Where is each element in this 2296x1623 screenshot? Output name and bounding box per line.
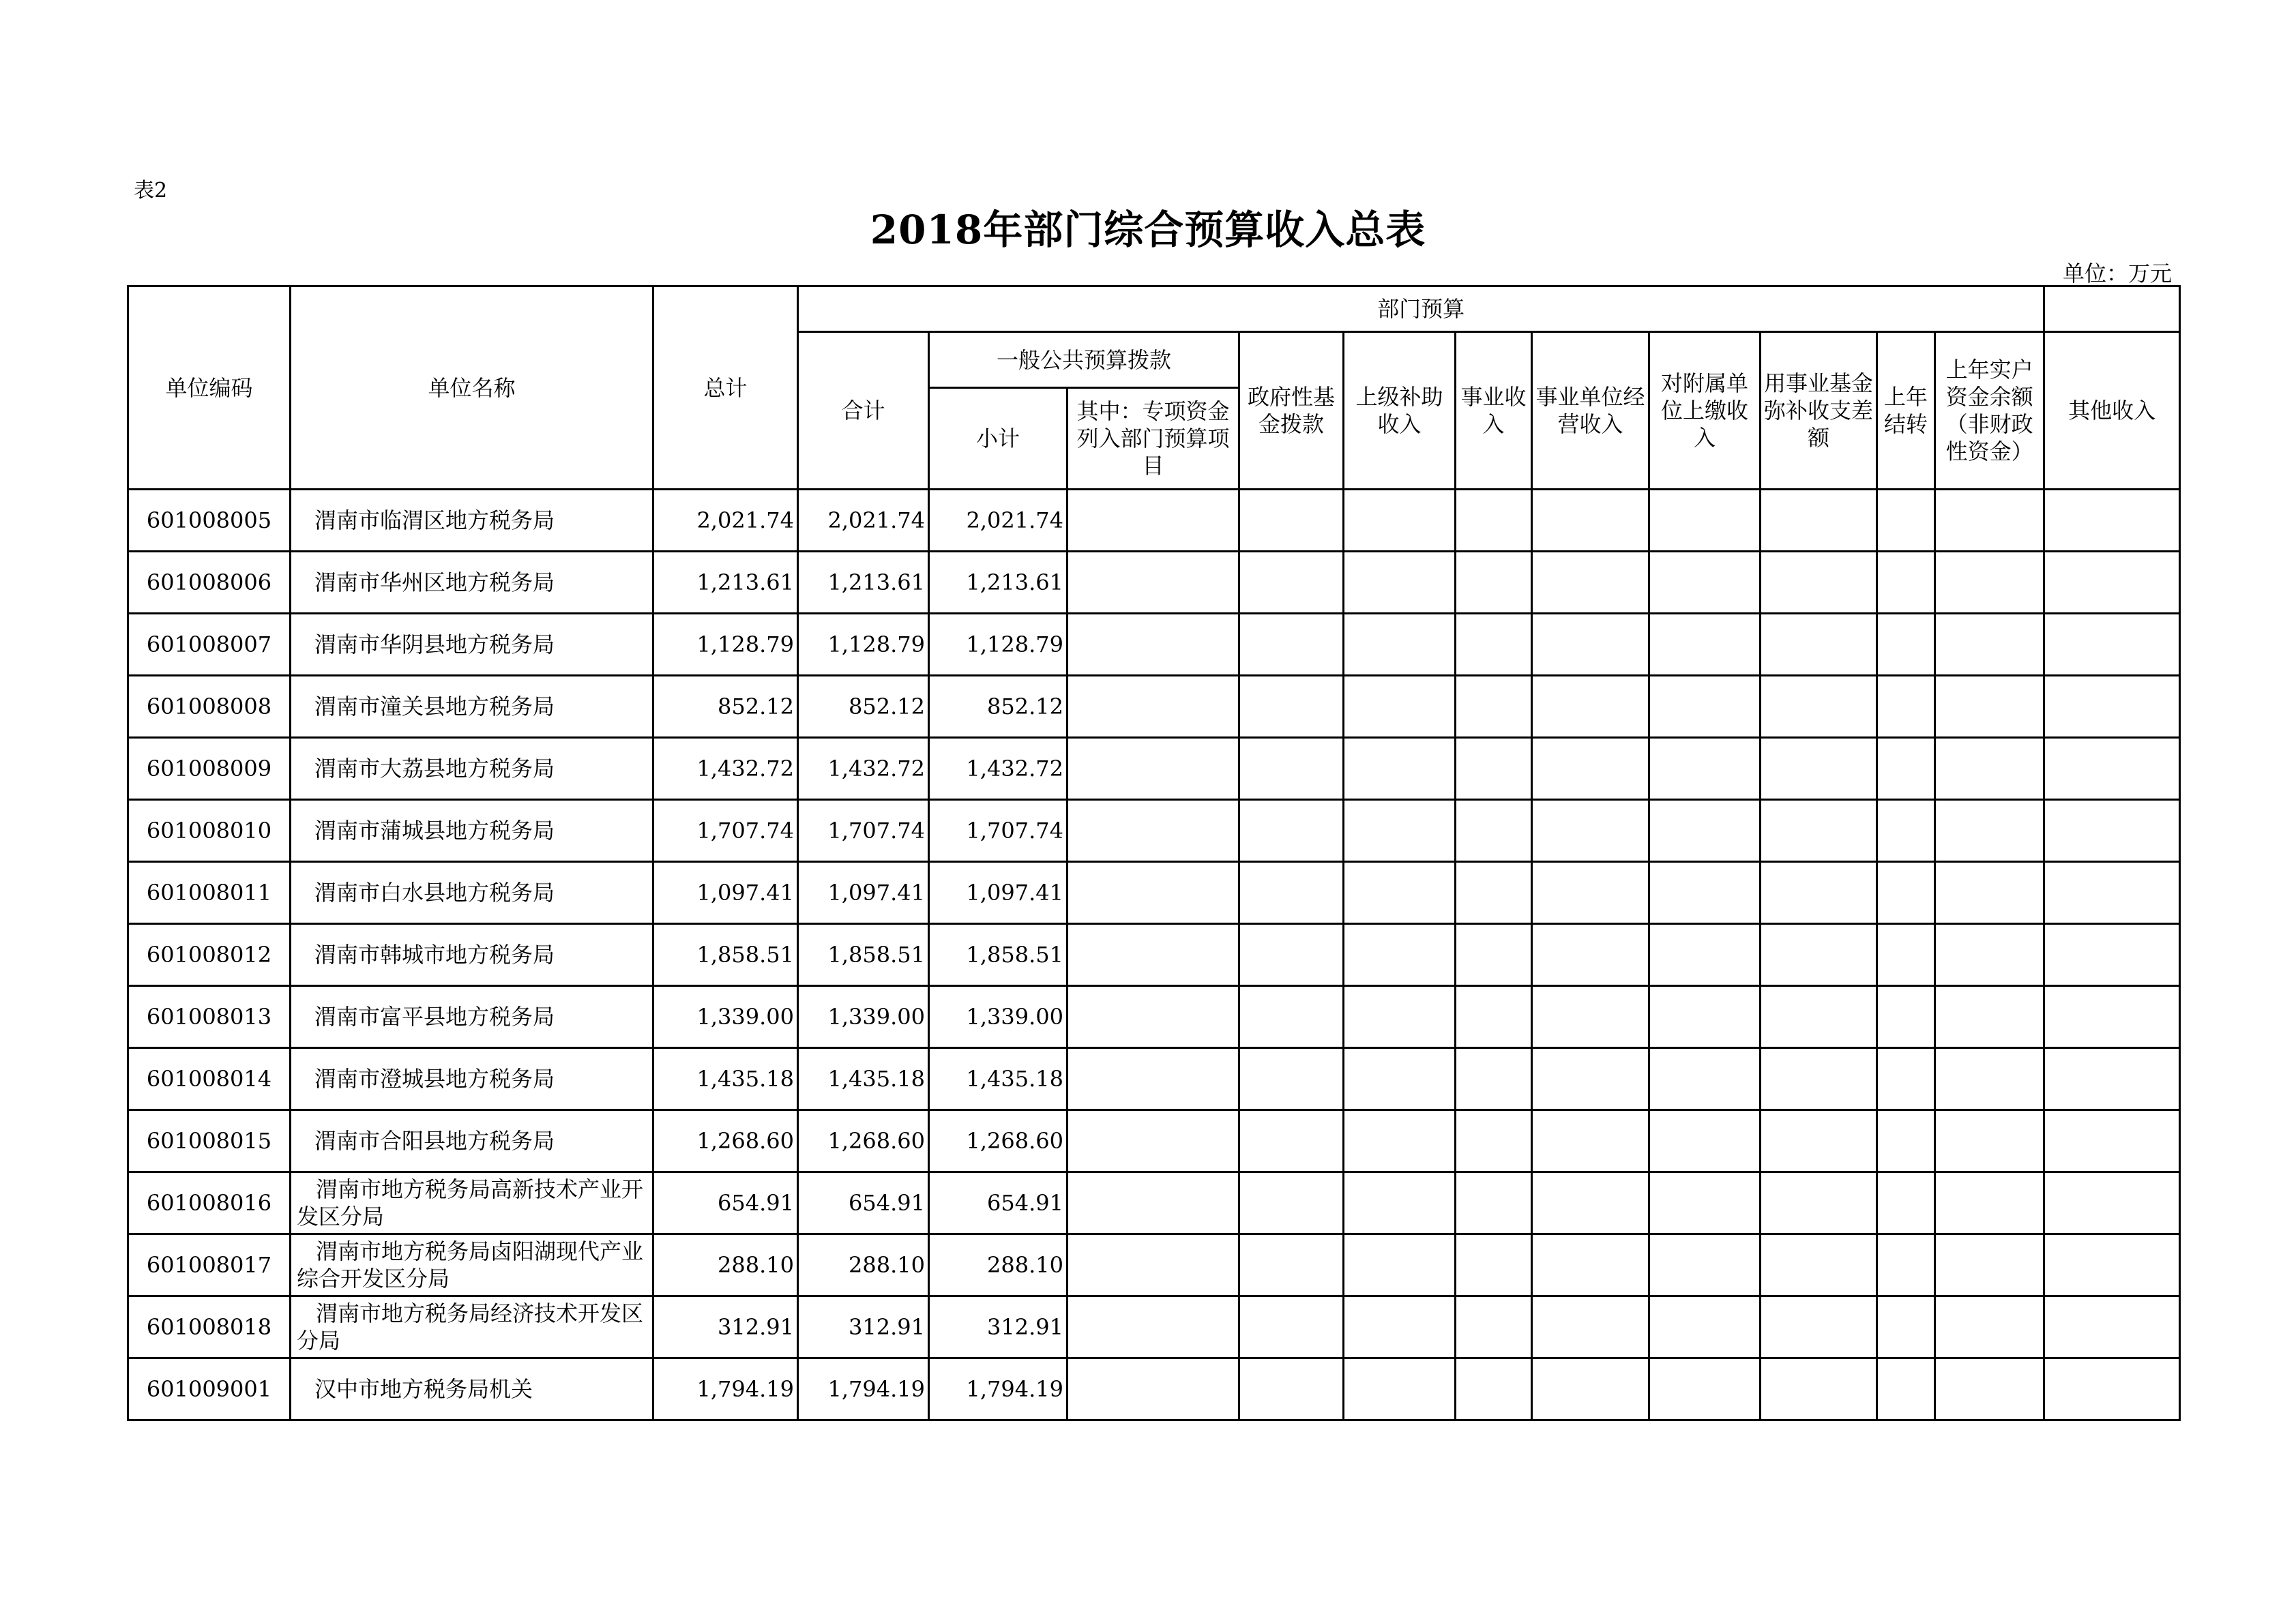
- page-title: 2018年部门综合预算收入总表: [870, 207, 1426, 253]
- cell-empty: [1068, 1358, 1239, 1420]
- header-fund-supplement: 用事业基金弥补收支差额: [1761, 332, 1877, 490]
- cell-empty: [1649, 676, 1761, 738]
- cell-empty: [2044, 1110, 2180, 1172]
- cell-empty: [1532, 676, 1649, 738]
- cell-empty: [1935, 614, 2044, 676]
- cell-sum: 1,858.51: [798, 924, 929, 986]
- cell-name: 渭南市华州区地方税务局: [291, 552, 653, 614]
- header-carryover: 上年结转: [1877, 332, 1935, 490]
- cell-empty: [1935, 1234, 2044, 1296]
- cell-empty: [1935, 862, 2044, 924]
- cell-sum: 288.10: [798, 1234, 929, 1296]
- cell-name: 渭南市富平县地方税务局: [291, 986, 653, 1048]
- cell-total: 1,268.60: [653, 1110, 798, 1172]
- cell-sum: 1,213.61: [798, 552, 929, 614]
- cell-empty: [1649, 1172, 1761, 1234]
- cell-empty: [1935, 490, 2044, 552]
- cell-empty: [1532, 1110, 1649, 1172]
- table-row: [128, 800, 2180, 862]
- cell-empty: [1649, 552, 1761, 614]
- cell-name: 渭南市白水县地方税务局: [291, 862, 653, 924]
- cell-empty: [2044, 614, 2180, 676]
- cell-empty: [1935, 924, 2044, 986]
- cell-name: 渭南市地方税务局高新技术产业开发区分局: [291, 1172, 653, 1234]
- cell-total: 2,021.74: [653, 490, 798, 552]
- cell-empty: [2044, 490, 2180, 552]
- cell-code: 601008006: [128, 552, 291, 614]
- table-row: [128, 862, 2180, 924]
- cell-empty: [1877, 738, 1935, 800]
- header-business-ops: 事业单位经营收入: [1532, 332, 1649, 490]
- cell-empty: [1649, 1296, 1761, 1358]
- header-gp-subtotal: 小计: [929, 388, 1068, 490]
- cell-empty: [1877, 676, 1935, 738]
- cell-empty: [1344, 1296, 1456, 1358]
- cell-empty: [1456, 1234, 1532, 1296]
- cell-empty: [1649, 490, 1761, 552]
- table-row: [128, 614, 2180, 676]
- cell-empty: [1877, 552, 1935, 614]
- cell-empty: [1761, 924, 1877, 986]
- cell-empty: [1877, 1048, 1935, 1110]
- cell-empty: [1456, 738, 1532, 800]
- header-affiliated: 对附属单位上缴收入: [1649, 332, 1761, 490]
- cell-total: 1,339.00: [653, 986, 798, 1048]
- cell-empty: [1239, 614, 1344, 676]
- cell-code: 601008016: [128, 1172, 291, 1234]
- cell-empty: [1935, 1048, 2044, 1110]
- cell-name: 渭南市合阳县地方税务局: [291, 1110, 653, 1172]
- header-row-1: [128, 286, 2180, 332]
- cell-empty: [1877, 986, 1935, 1048]
- cell-total: 312.91: [653, 1296, 798, 1358]
- cell-empty: [1068, 738, 1239, 800]
- cell-empty: [1532, 738, 1649, 800]
- cell-empty: [1761, 614, 1877, 676]
- cell-empty: [1239, 1048, 1344, 1110]
- cell-empty: [1068, 1234, 1239, 1296]
- cell-empty: [1532, 862, 1649, 924]
- cell-empty: [1456, 862, 1532, 924]
- cell-total: 1,213.61: [653, 552, 798, 614]
- cell-empty: [1239, 676, 1344, 738]
- cell-code: 601008013: [128, 986, 291, 1048]
- cell-empty: [1344, 1234, 1456, 1296]
- cell-empty: [1239, 862, 1344, 924]
- cell-empty: [1344, 862, 1456, 924]
- cell-empty: [1877, 1172, 1935, 1234]
- header-gov-fund: 政府性基金拨款: [1239, 332, 1344, 490]
- cell-empty: [1344, 924, 1456, 986]
- cell-gp-subtotal: 1,339.00: [929, 986, 1068, 1048]
- cell-empty: [1877, 490, 1935, 552]
- cell-empty: [1761, 862, 1877, 924]
- cell-empty: [1239, 738, 1344, 800]
- header-code: 单位编码: [128, 286, 291, 490]
- cell-total: 1,097.41: [653, 862, 798, 924]
- cell-name: 渭南市韩城市地方税务局: [291, 924, 653, 986]
- cell-empty: [1532, 490, 1649, 552]
- cell-empty: [2044, 1358, 2180, 1420]
- cell-empty: [1456, 490, 1532, 552]
- cell-empty: [1239, 1172, 1344, 1234]
- cell-empty: [1649, 924, 1761, 986]
- header-general-public: 一般公共预算拨款: [929, 332, 1239, 388]
- cell-code: 601008012: [128, 924, 291, 986]
- cell-empty: [1935, 1110, 2044, 1172]
- cell-empty: [1456, 924, 1532, 986]
- cell-empty: [1456, 1172, 1532, 1234]
- header-name: 单位名称: [291, 286, 653, 490]
- cell-empty: [1344, 1172, 1456, 1234]
- cell-empty: [1877, 1234, 1935, 1296]
- cell-empty: [1649, 1048, 1761, 1110]
- cell-total: 852.12: [653, 676, 798, 738]
- cell-empty: [1761, 676, 1877, 738]
- cell-empty: [1239, 1358, 1344, 1420]
- header-business-income: 事业收入: [1456, 332, 1532, 490]
- cell-gp-subtotal: 1,432.72: [929, 738, 1068, 800]
- cell-empty: [1532, 552, 1649, 614]
- cell-empty: [1649, 1234, 1761, 1296]
- cell-empty: [1761, 1048, 1877, 1110]
- table-row: [128, 1234, 2180, 1296]
- cell-empty: [1761, 738, 1877, 800]
- cell-empty: [1935, 738, 2044, 800]
- cell-empty: [1935, 676, 2044, 738]
- cell-total: 288.10: [653, 1234, 798, 1296]
- cell-empty: [1761, 800, 1877, 862]
- cell-name: 渭南市潼关县地方税务局: [291, 676, 653, 738]
- cell-empty: [1344, 738, 1456, 800]
- unit-label: 单位：万元: [2062, 260, 2172, 286]
- cell-empty: [1935, 1296, 2044, 1358]
- cell-empty: [1532, 1172, 1649, 1234]
- header-gp-special: 其中：专项资金列入部门预算项目: [1068, 388, 1239, 490]
- cell-name: 汉中市地方税务局机关: [291, 1358, 653, 1420]
- cell-empty: [1068, 1048, 1239, 1110]
- cell-empty: [1068, 552, 1239, 614]
- cell-code: 601008011: [128, 862, 291, 924]
- cell-empty: [1761, 552, 1877, 614]
- cell-empty: [1649, 1358, 1761, 1420]
- cell-gp-subtotal: 1,097.41: [929, 862, 1068, 924]
- cell-sum: 1,794.19: [798, 1358, 929, 1420]
- cell-sum: 852.12: [798, 676, 929, 738]
- cell-empty: [1761, 1172, 1877, 1234]
- cell-empty: [1344, 1358, 1456, 1420]
- cell-empty: [1877, 1296, 1935, 1358]
- table-row: [128, 1048, 2180, 1110]
- cell-name: 渭南市地方税务局卤阳湖现代产业综合开发区分局: [291, 1234, 653, 1296]
- cell-name: 渭南市大荔县地方税务局: [291, 738, 653, 800]
- cell-empty: [1344, 552, 1456, 614]
- cell-name: 渭南市华阴县地方税务局: [291, 614, 653, 676]
- cell-empty: [1935, 552, 2044, 614]
- cell-empty: [1239, 1296, 1344, 1358]
- cell-empty: [2044, 924, 2180, 986]
- cell-gp-subtotal: 1,707.74: [929, 800, 1068, 862]
- cell-sum: 1,435.18: [798, 1048, 929, 1110]
- cell-empty: [1068, 614, 1239, 676]
- header-upper-subsidy: 上级补助收入: [1344, 332, 1456, 490]
- cell-sum: 312.91: [798, 1296, 929, 1358]
- cell-empty: [2044, 738, 2180, 800]
- cell-empty: [1344, 614, 1456, 676]
- cell-empty: [1532, 800, 1649, 862]
- cell-gp-subtotal: 852.12: [929, 676, 1068, 738]
- table-row: [128, 738, 2180, 800]
- cell-empty: [1532, 986, 1649, 1048]
- header-dept-budget: 部门预算: [798, 286, 2044, 332]
- cell-empty: [1344, 1110, 1456, 1172]
- cell-total: 1,794.19: [653, 1358, 798, 1420]
- cell-empty: [1239, 924, 1344, 986]
- table-row: [128, 552, 2180, 614]
- cell-empty: [1761, 1234, 1877, 1296]
- cell-sum: 1,707.74: [798, 800, 929, 862]
- cell-empty: [1456, 1358, 1532, 1420]
- cell-empty: [1935, 800, 2044, 862]
- cell-empty: [2044, 1172, 2180, 1234]
- cell-empty: [1456, 676, 1532, 738]
- cell-empty: [1068, 862, 1239, 924]
- cell-code: 601008018: [128, 1296, 291, 1358]
- cell-name: 渭南市临渭区地方税务局: [291, 490, 653, 552]
- cell-empty: [1239, 552, 1344, 614]
- table-row: [128, 1172, 2180, 1234]
- cell-empty: [1935, 986, 2044, 1048]
- table-label: 表2: [134, 179, 168, 203]
- header-subtotal-all: 合计: [798, 332, 929, 490]
- table-row: [128, 676, 2180, 738]
- cell-empty: [1935, 1172, 2044, 1234]
- cell-gp-subtotal: 1,794.19: [929, 1358, 1068, 1420]
- cell-name: 渭南市澄城县地方税务局: [291, 1048, 653, 1110]
- cell-empty: [1532, 614, 1649, 676]
- cell-empty: [1239, 1110, 1344, 1172]
- table-row: [128, 1110, 2180, 1172]
- cell-gp-subtotal: 2,021.74: [929, 490, 1068, 552]
- cell-sum: 1,128.79: [798, 614, 929, 676]
- cell-empty: [1344, 676, 1456, 738]
- header-empty-cell: [2044, 286, 2180, 332]
- cell-empty: [1532, 1358, 1649, 1420]
- cell-empty: [1532, 1048, 1649, 1110]
- cell-empty: [2044, 862, 2180, 924]
- cell-empty: [1456, 614, 1532, 676]
- cell-code: 601008005: [128, 490, 291, 552]
- cell-empty: [1068, 800, 1239, 862]
- cell-gp-subtotal: 1,213.61: [929, 552, 1068, 614]
- cell-empty: [1456, 552, 1532, 614]
- cell-gp-subtotal: 288.10: [929, 1234, 1068, 1296]
- cell-empty: [1068, 924, 1239, 986]
- cell-empty: [1344, 986, 1456, 1048]
- cell-total: 1,707.74: [653, 800, 798, 862]
- cell-empty: [1649, 862, 1761, 924]
- cell-empty: [2044, 1296, 2180, 1358]
- cell-empty: [1877, 614, 1935, 676]
- cell-empty: [1456, 1048, 1532, 1110]
- cell-total: 654.91: [653, 1172, 798, 1234]
- cell-empty: [1239, 1234, 1344, 1296]
- table-row: [128, 490, 2180, 552]
- cell-code: 601008014: [128, 1048, 291, 1110]
- cell-sum: 1,432.72: [798, 738, 929, 800]
- cell-empty: [1068, 1110, 1239, 1172]
- cell-gp-subtotal: 1,435.18: [929, 1048, 1068, 1110]
- cell-empty: [1068, 1296, 1239, 1358]
- cell-empty: [1068, 490, 1239, 552]
- cell-code: 601008015: [128, 1110, 291, 1172]
- cell-empty: [1456, 986, 1532, 1048]
- cell-empty: [1877, 800, 1935, 862]
- cell-empty: [1532, 1296, 1649, 1358]
- cell-empty: [1877, 1110, 1935, 1172]
- cell-empty: [1649, 614, 1761, 676]
- cell-empty: [2044, 552, 2180, 614]
- cell-gp-subtotal: 312.91: [929, 1296, 1068, 1358]
- cell-gp-subtotal: 1,128.79: [929, 614, 1068, 676]
- cell-empty: [1761, 1296, 1877, 1358]
- cell-gp-subtotal: 1,268.60: [929, 1110, 1068, 1172]
- cell-total: 1,435.18: [653, 1048, 798, 1110]
- cell-empty: [2044, 986, 2180, 1048]
- cell-empty: [1877, 1358, 1935, 1420]
- cell-name: 渭南市蒲城县地方税务局: [291, 800, 653, 862]
- cell-empty: [1344, 800, 1456, 862]
- cell-sum: 1,268.60: [798, 1110, 929, 1172]
- cell-sum: 1,097.41: [798, 862, 929, 924]
- cell-sum: 2,021.74: [798, 490, 929, 552]
- cell-empty: [1456, 1110, 1532, 1172]
- cell-empty: [1649, 800, 1761, 862]
- cell-gp-subtotal: 654.91: [929, 1172, 1068, 1234]
- table-row: [128, 1358, 2180, 1420]
- cell-empty: [1761, 986, 1877, 1048]
- cell-empty: [1761, 490, 1877, 552]
- header-total: 总计: [653, 286, 798, 490]
- cell-empty: [1239, 986, 1344, 1048]
- cell-empty: [1239, 490, 1344, 552]
- table-row: [128, 986, 2180, 1048]
- cell-empty: [1532, 1234, 1649, 1296]
- cell-empty: [1761, 1358, 1877, 1420]
- cell-empty: [1935, 1358, 2044, 1420]
- cell-sum: 654.91: [798, 1172, 929, 1234]
- cell-name: 渭南市地方税务局经济技术开发区分局: [291, 1296, 653, 1358]
- cell-empty: [2044, 1048, 2180, 1110]
- cell-empty: [1532, 924, 1649, 986]
- cell-empty: [1068, 986, 1239, 1048]
- budget-table: [127, 285, 2181, 1421]
- cell-empty: [1649, 986, 1761, 1048]
- cell-empty: [1068, 676, 1239, 738]
- cell-empty: [2044, 1234, 2180, 1296]
- cell-empty: [1649, 738, 1761, 800]
- table-row: [128, 924, 2180, 986]
- cell-empty: [1761, 1110, 1877, 1172]
- cell-code: 601008009: [128, 738, 291, 800]
- cell-code: 601009001: [128, 1358, 291, 1420]
- cell-empty: [1877, 924, 1935, 986]
- header-other: 其他收入: [2044, 332, 2180, 490]
- cell-total: 1,128.79: [653, 614, 798, 676]
- cell-empty: [1877, 862, 1935, 924]
- cell-gp-subtotal: 1,858.51: [929, 924, 1068, 986]
- cell-empty: [1239, 800, 1344, 862]
- cell-empty: [1456, 1296, 1532, 1358]
- cell-code: 601008017: [128, 1234, 291, 1296]
- cell-empty: [1649, 1110, 1761, 1172]
- cell-empty: [1068, 1172, 1239, 1234]
- cell-empty: [1344, 1048, 1456, 1110]
- cell-total: 1,858.51: [653, 924, 798, 986]
- table-row: [128, 1296, 2180, 1358]
- cell-empty: [1456, 800, 1532, 862]
- cell-empty: [2044, 676, 2180, 738]
- cell-code: 601008008: [128, 676, 291, 738]
- cell-sum: 1,339.00: [798, 986, 929, 1048]
- header-prev-balance: 上年实户资金余额（非财政性资金）: [1935, 332, 2044, 490]
- cell-code: 601008007: [128, 614, 291, 676]
- cell-total: 1,432.72: [653, 738, 798, 800]
- cell-empty: [1344, 490, 1456, 552]
- cell-empty: [2044, 800, 2180, 862]
- cell-code: 601008010: [128, 800, 291, 862]
